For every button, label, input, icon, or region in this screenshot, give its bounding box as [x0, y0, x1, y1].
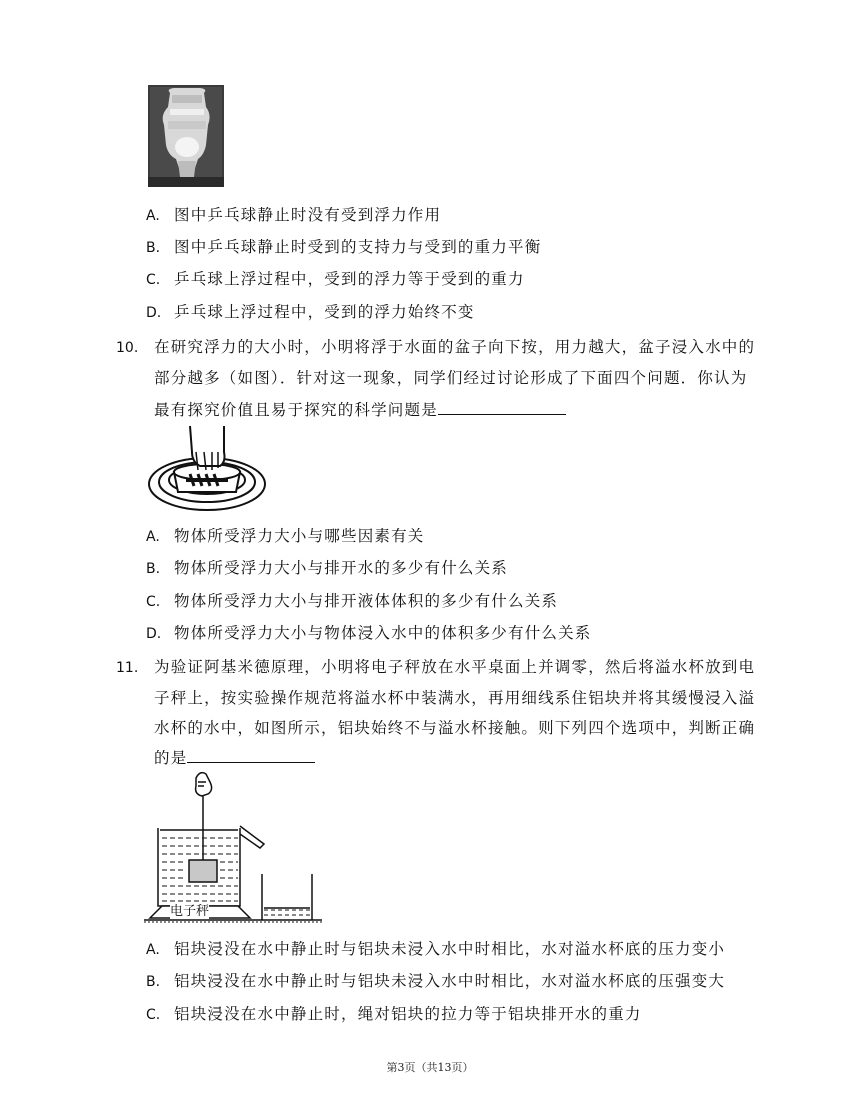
- q10-option-c: [146, 591, 558, 612]
- q11-option-a: [146, 939, 725, 960]
- q10-option-b: [146, 558, 508, 579]
- q11-stem-line-4: [154, 746, 315, 768]
- page-number: 第3页（共13页）: [386, 1061, 474, 1074]
- q10-option-d: [146, 623, 592, 644]
- option-letter: B.: [146, 240, 161, 256]
- option-text: 乒乓球上浮过程中，受到的浮力始终不变: [174, 303, 475, 321]
- q9-option-d: [146, 302, 475, 323]
- q11-option-b: [146, 971, 725, 992]
- q10-stem-line-2: [154, 368, 747, 388]
- q11-overflow-cup-figure: [140, 768, 330, 932]
- q11-stem-line-3: [154, 718, 755, 738]
- option-text: 铝块浸没在水中静止时，绳对铝块的拉力等于铝块排开水的重力: [174, 1005, 642, 1023]
- option-letter: C.: [146, 594, 161, 610]
- q11-option-c: [146, 1004, 642, 1025]
- stem-text: 部分越多（如图）．针对这一现象，同学们经过讨论形成了下面四个问题．你认为: [154, 369, 748, 387]
- option-text: 铝块浸没在水中静止时与铝块未浸入水中时相比，水对溢水杯底的压力变小: [174, 940, 726, 958]
- option-letter: B.: [146, 561, 161, 577]
- option-text: 物体所受浮力大小与物体浸入水中的体积多少有什么关系: [174, 624, 592, 642]
- stem-text: 水杯的水中，如图所示，铝块始终不与溢水杯接触。则下列四个选项中，判断正确: [154, 719, 756, 737]
- q10-option-a: [146, 526, 425, 547]
- option-text: 图中乒乓球静止时没有受到浮力作用: [174, 206, 442, 224]
- option-text: 物体所受浮力大小与排开液体体积的多少有什么关系: [174, 592, 559, 610]
- stem-text: 子秤上，按实验操作规范将溢水杯中装满水，再用细线系住铝块并将其缓慢浸入溢: [154, 689, 756, 707]
- basin-in-water-diagram: [146, 422, 268, 516]
- option-letter: D.: [146, 626, 162, 642]
- answer-blank[interactable]: [438, 398, 566, 415]
- q10-stem-line-3: [154, 398, 566, 420]
- q10-stem-line-1: [116, 337, 755, 358]
- option-letter: D.: [146, 305, 162, 321]
- question-number: 11.: [116, 660, 139, 676]
- question-number: 10.: [116, 340, 139, 356]
- option-text: 铝块浸没在水中静止时与铝块未浸入水中时相比，水对溢水杯底的压强变大: [174, 972, 726, 990]
- q9-photo-figure: [148, 85, 224, 187]
- stem-text: 的是: [154, 749, 188, 767]
- option-letter: A.: [146, 942, 160, 958]
- bottle-photo-image: [148, 85, 224, 187]
- page-footer: [0, 1059, 860, 1075]
- stem-text: 在研究浮力的大小时，小明将浮于水面的盆子向下按，用力越大，盆子浸入水中的: [154, 338, 756, 356]
- option-text: 物体所受浮力大小与排开水的多少有什么关系: [174, 559, 509, 577]
- stem-text: 最有探究价值且易于探究的科学问题是: [154, 401, 438, 419]
- q11-stem-line-1: [116, 657, 755, 678]
- q9-option-c: [146, 269, 525, 290]
- answer-blank[interactable]: [187, 746, 315, 763]
- overflow-cup-diagram: [140, 768, 330, 932]
- option-text: 乒乓球上浮过程中，受到的浮力等于受到的重力: [174, 270, 525, 288]
- q11-stem-line-2: [154, 688, 755, 708]
- q9-option-b: [146, 237, 541, 258]
- stem-text: 为验证阿基米德原理，小明将电子秤放在水平桌面上并调零，然后将溢水杯放到电: [154, 658, 756, 676]
- option-letter: C.: [146, 1007, 161, 1023]
- q10-basin-figure: [146, 422, 268, 516]
- option-letter: B.: [146, 974, 161, 990]
- option-letter: C.: [146, 272, 161, 288]
- option-text: 物体所受浮力大小与哪些因素有关: [174, 527, 425, 545]
- electronic-scale-label: 电子秤: [170, 904, 210, 919]
- option-letter: A.: [146, 529, 160, 545]
- option-letter: A.: [146, 208, 160, 224]
- q9-option-a: [146, 205, 441, 226]
- option-text: 图中乒乓球静止时受到的支持力与受到的重力平衡: [174, 238, 542, 256]
